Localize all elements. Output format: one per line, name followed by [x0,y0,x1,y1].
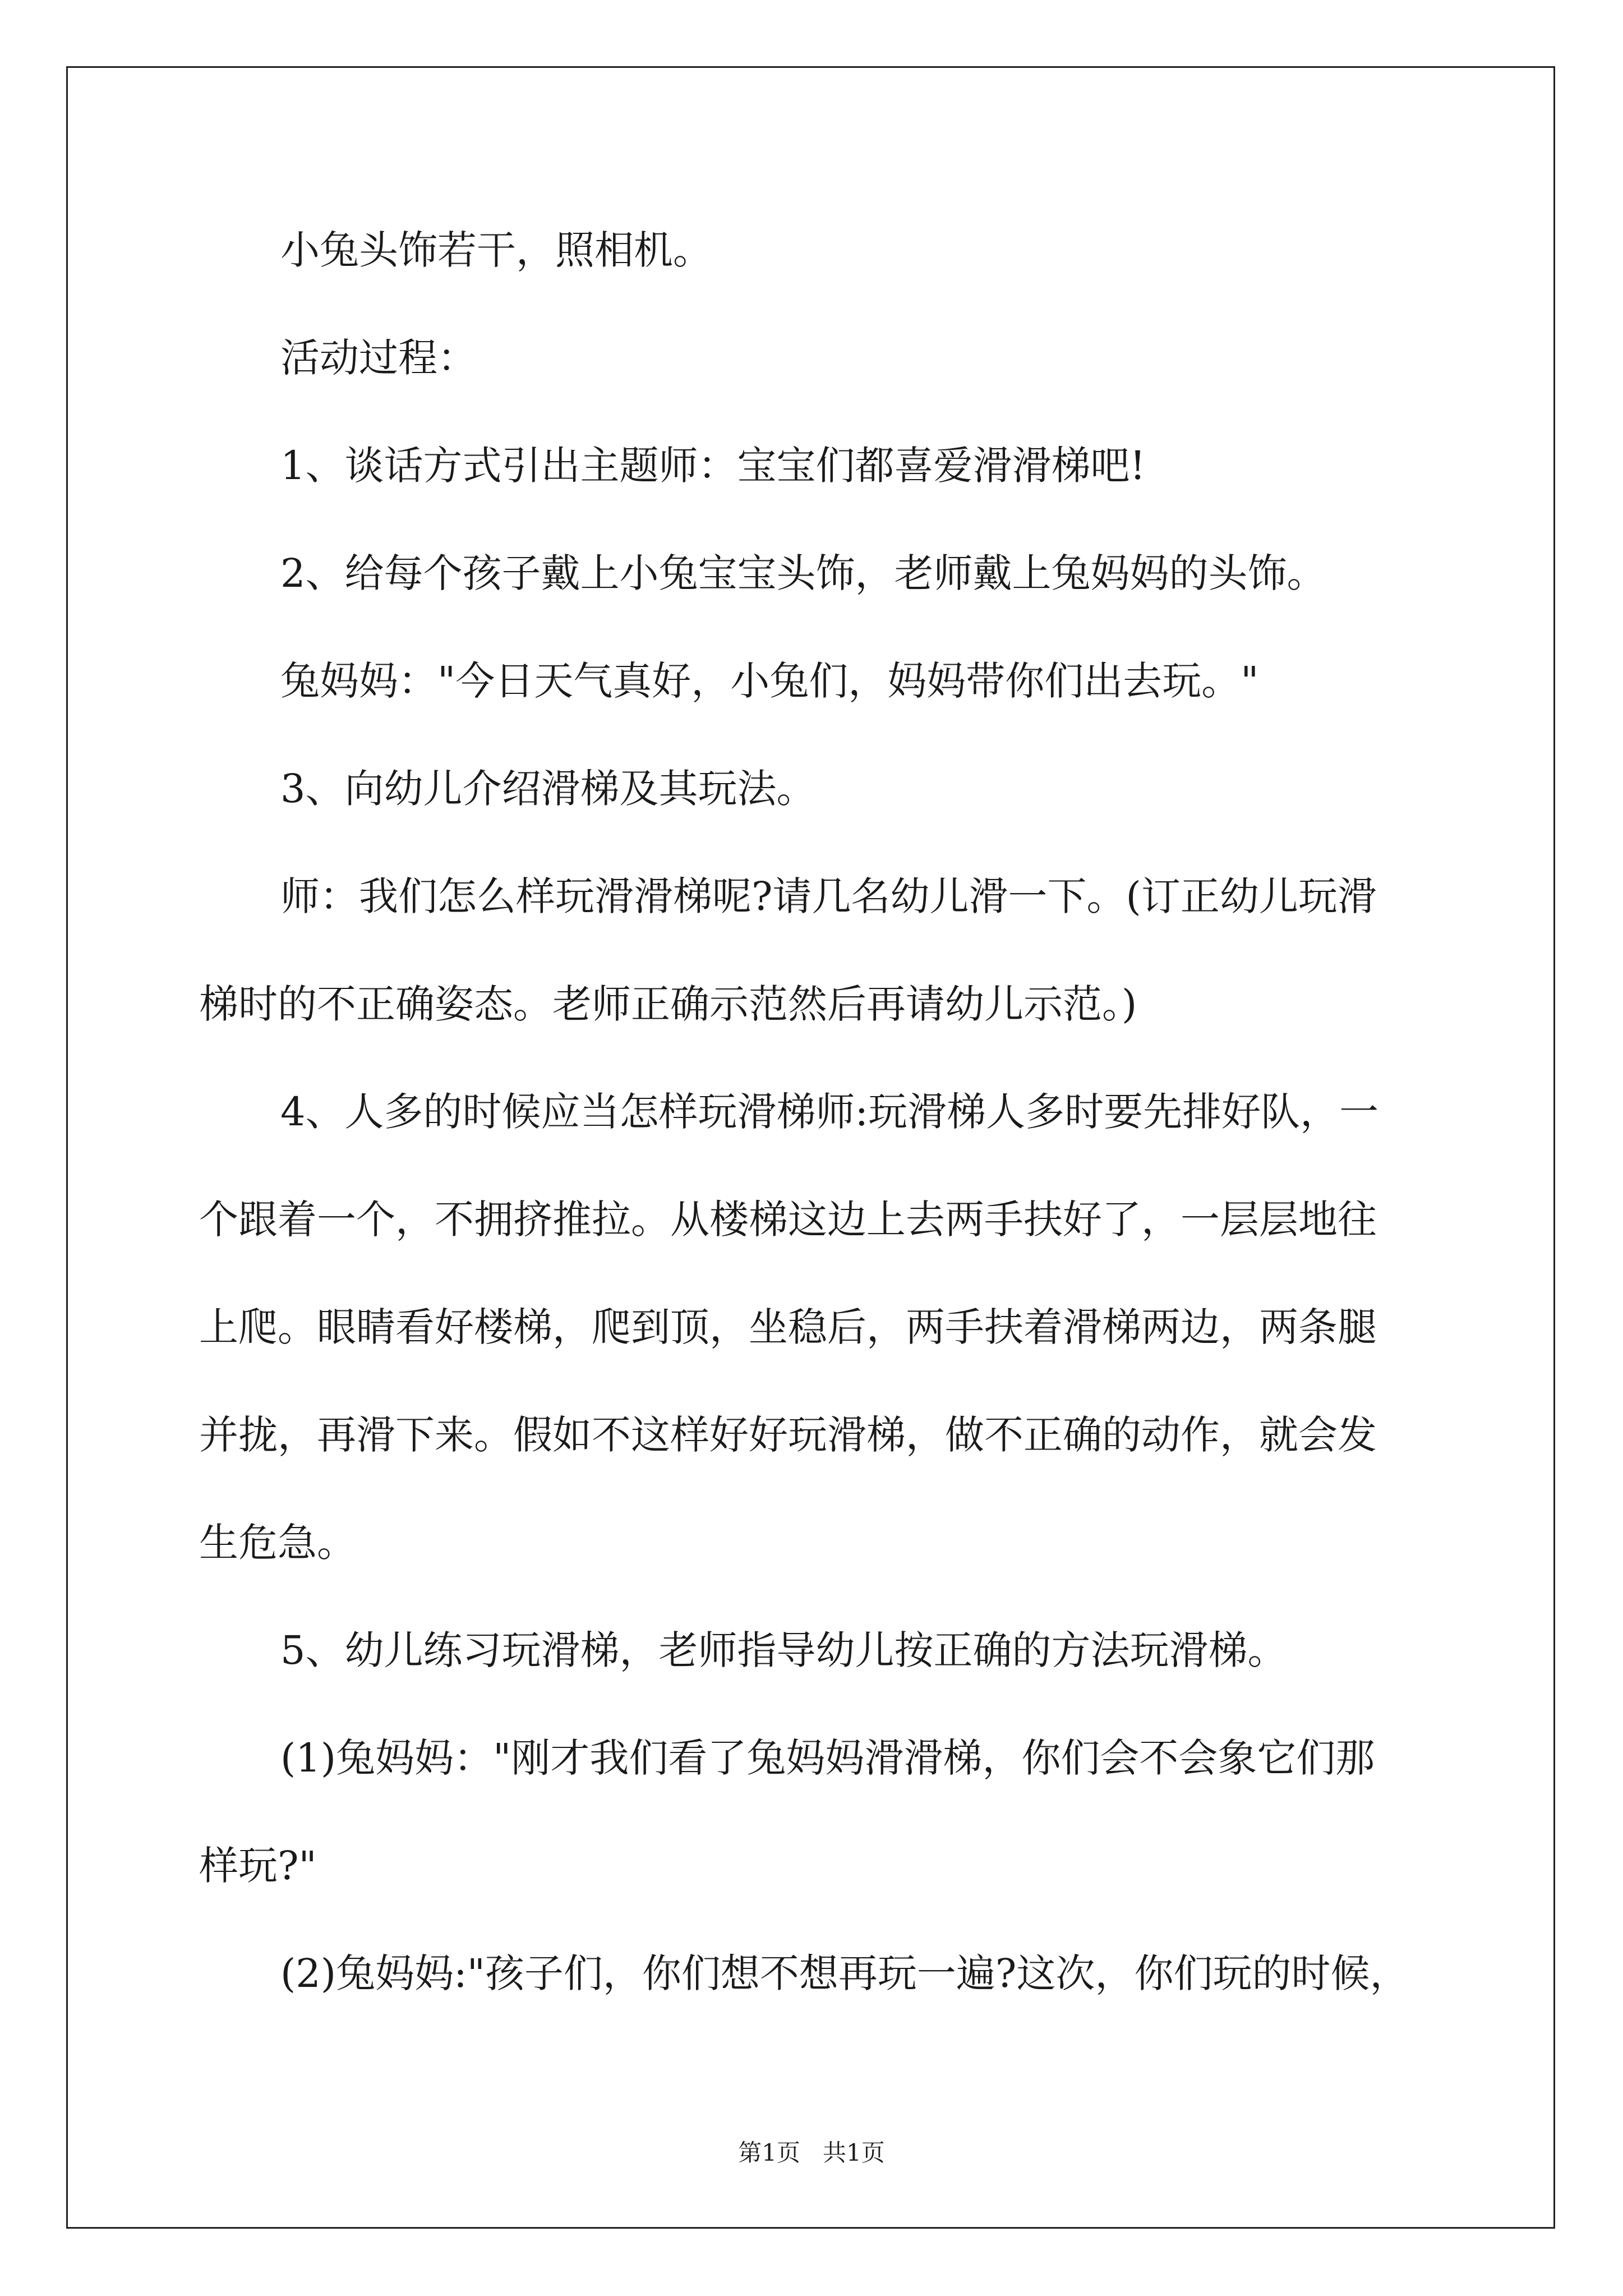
text-line: (2)兔妈妈:"孩子们，你们想不想再玩一遍?这次，你们玩的时候， [280,1950,1409,1996]
text-line: 个跟着一个，不拥挤推拉。从楼梯这边上去两手扶好了，一层层地往 [199,1197,1377,1243]
text-line: 并拢，再滑下来。假如不这样好好玩滑梯，做不正确的动作，就会发 [199,1412,1377,1458]
text-line: 2、给每个孩子戴上小兔宝宝头饰，老师戴上兔妈妈的头饰。 [280,550,1326,596]
text-line: 3、向幼儿介绍滑梯及其玩法。 [280,766,816,812]
text-line: 活动过程： [280,335,477,381]
text-line: 5、幼儿练习玩滑梯，老师指导幼儿按正确的方法玩滑梯。 [280,1627,1287,1673]
text-line: 生危急。 [199,1520,356,1566]
text-line: 师：我们怎么样玩滑滑梯呢?请几名幼儿滑一下。(订正幼儿玩滑 [280,873,1377,919]
text-line: 4、人多的时候应当怎样玩滑梯师:玩滑梯人多时要先排好队，一 [280,1089,1379,1135]
text-line: (1)兔妈妈："刚才我们看了兔妈妈滑滑梯，你们会不会象它们那 [280,1735,1375,1781]
page-number: 第1页 [738,2139,800,2166]
text-line: 上爬。眼睛看好楼梯，爬到顶，坐稳后，两手扶着滑梯两边，两条腿 [199,1304,1377,1350]
text-line: 梯时的不正确姿态。老师正确示范然后再请幼儿示范。) [199,981,1137,1027]
page-footer [0,2141,1623,2165]
page-total: 共1页 [823,2139,885,2166]
text-line: 兔妈妈："今日天气真好，小兔们，妈妈带你们出去玩。" [280,658,1259,704]
text-line: 样玩?" [199,1843,317,1889]
text-line: 小兔头饰若干，照相机。 [280,227,712,273]
text-line: 1、谈话方式引出主题师：宝宝们都喜爱滑滑梯吧! [280,443,1146,489]
page-border [66,66,1555,2229]
